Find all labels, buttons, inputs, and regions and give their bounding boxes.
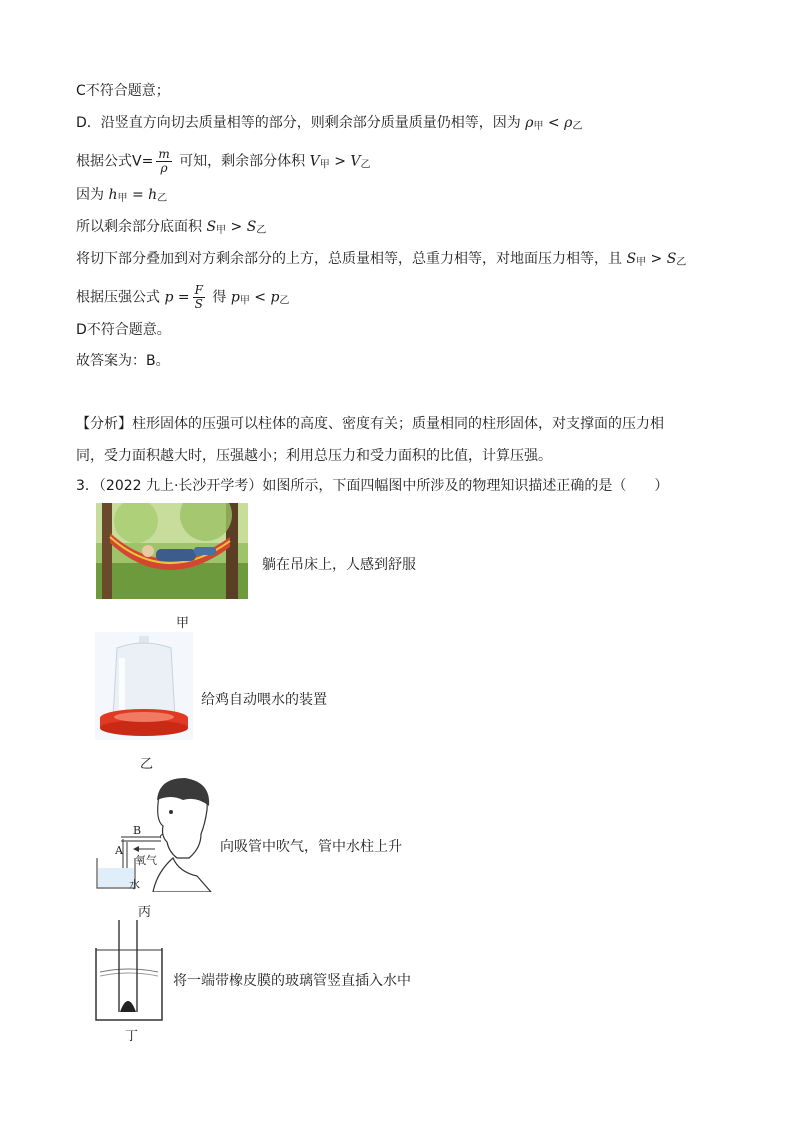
figure-bing-description: 向吸管中吹气，管中水柱上升 — [220, 839, 402, 855]
fraction-f-s: $\frac{F}{S}$ — [194, 283, 203, 311]
d-intro: D．沿竖直方向切去质量相等的部分，则剩余部分质量质量仍相等，因为 $\rho_甲 < \rho_乙$ — [76, 115, 583, 132]
figure-ding-description: 将一端带橡皮膜的玻璃管竖直插入水中 — [173, 973, 411, 989]
c-conclusion: C不符合题意； — [76, 83, 170, 99]
figure-yi-caption: 乙 — [140, 757, 154, 772]
analysis-line-1: 【分析】柱形固体的压强可以柱体的高度、密度有关；质量相同的柱形固体，对支撑面的压力相 — [76, 416, 664, 432]
d-area-line: 所以剩余部分底面积 $S_甲 > S_乙$ — [76, 219, 267, 236]
figure-ding-caption: 丁 — [125, 1029, 139, 1044]
label-b: B — [133, 824, 142, 837]
figure-jia-caption: 甲 — [176, 616, 190, 631]
glass-tube-diagram — [94, 920, 164, 1024]
chicken-feeder-image — [95, 632, 193, 740]
label-air: 氧气 — [135, 854, 157, 867]
question-3: 3．（2022 九上·长沙开学考）如图所示，下面四幅图中所涉及的物理知识描述正确的是（ ） — [76, 478, 669, 494]
fraction-m-rho: $\frac{m}{\rho}$ — [158, 147, 170, 175]
analysis-line-2: 同，受力面积越大时，压强越小；利用总压力和受力面积的比值，计算压强。 — [76, 448, 552, 464]
hammock-photo — [96, 503, 248, 599]
d-height-line: 因为 $h_甲 = h_乙$ — [76, 187, 168, 204]
figure-yi-description: 给鸡自动喂水的装置 — [201, 692, 327, 708]
blowing-straw-diagram — [93, 776, 217, 892]
d-pressure-line: 根据压强公式 p = $\frac{F}{S}$ 得 $p_甲 < p_乙$ — [76, 283, 290, 311]
label-a: A — [115, 844, 123, 857]
answer-line: 故答案为：B。 — [76, 353, 170, 369]
d-conclusion: D不符合题意。 — [76, 322, 171, 338]
figure-jia-description: 躺在吊床上，人感到舒服 — [262, 557, 416, 573]
figure-bing-caption: 丙 — [138, 905, 152, 920]
d-stack-line: 将切下部分叠加到对方剩余部分的上方，总质量相等，总重力相等，对地面压力相等，且 $S_甲 > S_乙$ — [76, 251, 687, 268]
label-water: 水 — [129, 878, 140, 891]
d-volume-line: 根据公式V= $\frac{m}{\rho}$ 可知，剩余部分体积 $V_甲 > V_乙$ — [76, 147, 371, 175]
